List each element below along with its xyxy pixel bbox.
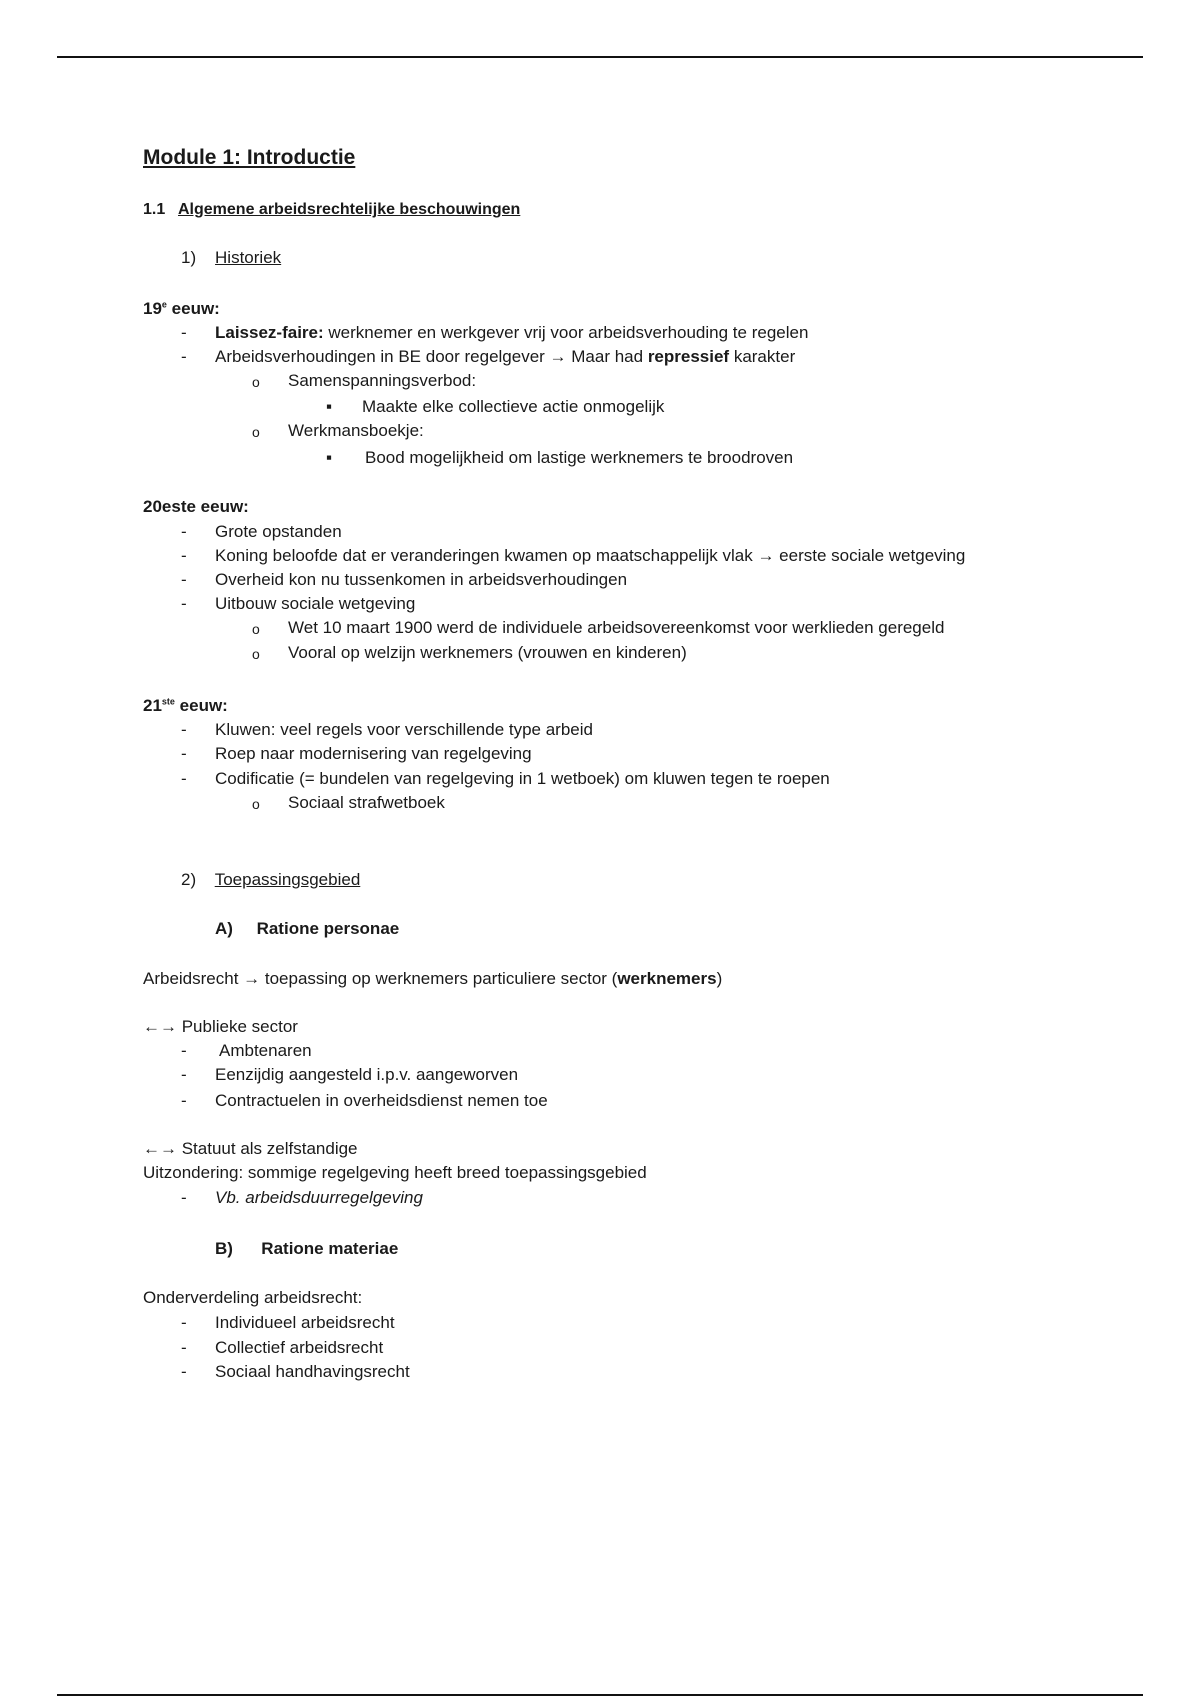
bold-term: werknemers	[617, 969, 717, 988]
paragraph-text: )	[716, 969, 723, 988]
dash-marker: -	[181, 720, 187, 739]
heading-superscript: ste	[161, 696, 175, 707]
subheading-title: Ratione materiae	[261, 1239, 399, 1258]
dash-marker: -	[181, 1362, 187, 1381]
list-item: Vb. arbeidsduurregelgeving	[215, 1188, 423, 1207]
circle-marker: o	[252, 621, 260, 637]
item-text: werknemer en werkgever vrij voor arbeidsverhouding te regelen	[323, 323, 809, 342]
sub-list-item: Wet 10 maart 1900 werd de individuele arbeidsovereenkomst voor werklieden geregeld	[288, 618, 945, 637]
list-item: Uitbouw sociale wetgeving	[215, 594, 416, 613]
sub-sub-list-item: Maakte elke collectieve actie onmogelijk	[362, 397, 665, 416]
circle-marker: o	[252, 374, 260, 390]
subheading-letter: A)	[215, 919, 233, 938]
header-rule	[57, 56, 1143, 58]
heading-number: 21	[143, 696, 162, 715]
subsection-title: Toepassingsgebied	[214, 870, 361, 889]
dash-marker: -	[181, 1091, 187, 1110]
circle-marker: o	[252, 796, 260, 812]
bold-term: repressief	[647, 347, 730, 366]
list-item: Sociaal handhavingsrecht	[215, 1362, 410, 1381]
heading-text: eeuw:	[166, 299, 220, 318]
square-marker: ▪	[326, 397, 333, 416]
footer-rule	[57, 1694, 1143, 1696]
paragraph-text: Arbeidsrecht → toepassing op werknemers particuliere sector (	[143, 969, 618, 988]
subheading-letter: B)	[215, 1239, 233, 1258]
section-title: Algemene arbeidsrechtelijke beschouwingen	[178, 201, 521, 218]
sub-list-item: Vooral op welzijn werknemers (vrouwen en kinderen)	[288, 643, 687, 662]
subsection-number: 2)	[181, 870, 197, 889]
subheading-title: Ratione personae	[256, 919, 400, 938]
paragraph-onderverdeling: Onderverdeling arbeidsrecht:	[143, 1288, 363, 1307]
section-heading	[143, 199, 520, 221]
list-item: Eenzijdig aangesteld i.p.v. aangeworven	[215, 1065, 519, 1084]
dash-marker: -	[181, 1065, 187, 1084]
list-item: Individueel arbeidsrecht	[215, 1313, 395, 1332]
paragraph-arbeidsrecht	[143, 968, 722, 990]
dash-marker: -	[181, 594, 187, 613]
list-item: Overheid kon nu tussenkomen in arbeidsverhoudingen	[215, 570, 628, 589]
dash-marker: -	[181, 1338, 187, 1357]
paragraph-publieke-sector: ←→ Publieke sector	[143, 1017, 298, 1036]
list-item	[215, 322, 808, 344]
dash-marker: -	[181, 570, 187, 589]
paragraph-statuut: ←→ Statuut als zelfstandige	[143, 1139, 358, 1158]
list-item: Kluwen: veel regels voor verschillende type arbeid	[215, 720, 593, 739]
list-item: Contractuelen in overheidsdienst nemen toe	[215, 1091, 548, 1110]
dash-marker: -	[181, 546, 187, 565]
century-20-heading: 20este eeuw:	[143, 497, 249, 516]
dash-marker: -	[181, 1041, 187, 1060]
item-text: Arbeidsverhoudingen in BE door regelgever → Maar had	[215, 347, 648, 366]
sub-sub-list-item: Bood mogelijkheid om lastige werknemers te broodroven	[365, 448, 794, 467]
circle-marker: o	[252, 646, 260, 662]
subsection-historiek	[181, 247, 281, 269]
subsection-toepassingsgebied	[181, 869, 360, 891]
section-number: 1.1	[143, 201, 166, 218]
heading-number: 19	[143, 299, 162, 318]
list-item: Grote opstanden	[215, 522, 342, 541]
sub-list-item: Samenspanningsverbod:	[288, 371, 477, 390]
sub-list-item: Werkmansboekje:	[288, 421, 424, 440]
dash-marker: -	[181, 769, 187, 788]
dash-marker: -	[181, 347, 187, 366]
dash-marker: -	[181, 1188, 187, 1207]
dash-marker: -	[181, 323, 187, 342]
bold-term: Laissez-faire:	[215, 323, 324, 342]
dash-marker: -	[181, 522, 187, 541]
subsection-number: 1)	[181, 248, 197, 267]
subheading-ratione-materiae	[215, 1238, 398, 1260]
paragraph-uitzondering: Uitzondering: sommige regelgeving heeft breed toepassingsgebied	[143, 1163, 647, 1182]
square-marker: ▪	[326, 448, 333, 467]
list-item: Ambtenaren	[219, 1041, 312, 1060]
list-item	[215, 346, 795, 368]
circle-marker: o	[252, 424, 260, 440]
list-item: Codificatie (= bundelen van regelgeving in 1 wetboek) om kluwen tegen te roepen	[215, 769, 830, 788]
list-item: Roep naar modernisering van regelgeving	[215, 744, 532, 763]
century-19-heading	[143, 298, 220, 320]
sub-list-item: Sociaal strafwetboek	[288, 793, 445, 812]
subheading-ratione-personae	[215, 918, 399, 940]
list-item: Koning beloofde dat er veranderingen kwamen op maatschappelijk vlak → eerste sociale wetgeving	[215, 546, 966, 565]
dash-marker: -	[181, 1313, 187, 1332]
heading-text: eeuw:	[174, 696, 228, 715]
item-text: karakter	[729, 347, 796, 366]
dash-marker: -	[181, 744, 187, 763]
heading-superscript: e	[161, 299, 167, 310]
subsection-title: Historiek	[215, 248, 282, 267]
list-item: Collectief arbeidsrecht	[215, 1338, 384, 1357]
page-title: Module 1: Introductie	[143, 146, 356, 169]
century-21-heading	[143, 695, 228, 717]
